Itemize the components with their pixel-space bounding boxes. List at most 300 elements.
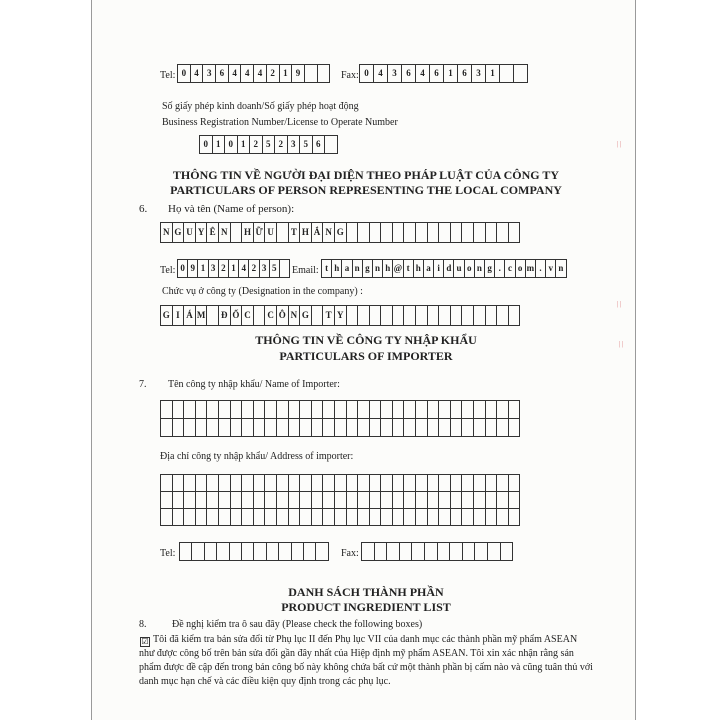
- char-box[interactable]: 1: [238, 136, 251, 154]
- char-box[interactable]: [173, 492, 185, 509]
- char-box[interactable]: [462, 401, 474, 419]
- char-box[interactable]: 4: [241, 65, 254, 83]
- char-box[interactable]: [335, 475, 347, 492]
- char-box[interactable]: [196, 419, 208, 437]
- char-box[interactable]: [242, 543, 254, 561]
- char-box[interactable]: 6: [216, 65, 229, 83]
- char-box[interactable]: 1: [229, 260, 239, 278]
- char-box[interactable]: [312, 419, 324, 437]
- char-box[interactable]: [439, 401, 451, 419]
- char-box[interactable]: [387, 543, 400, 561]
- char-box[interactable]: [184, 401, 196, 419]
- char-box[interactable]: [219, 492, 231, 509]
- char-box[interactable]: C: [242, 306, 254, 326]
- char-box[interactable]: [462, 509, 474, 526]
- char-box[interactable]: [254, 543, 266, 561]
- char-box[interactable]: [425, 543, 438, 561]
- char-box[interactable]: [289, 509, 301, 526]
- char-box[interactable]: g: [485, 260, 495, 278]
- char-box[interactable]: [289, 401, 301, 419]
- char-box[interactable]: [514, 65, 528, 83]
- char-box[interactable]: .: [495, 260, 505, 278]
- char-box[interactable]: 3: [203, 65, 216, 83]
- char-box[interactable]: [347, 475, 359, 492]
- char-box[interactable]: [509, 475, 521, 492]
- char-box[interactable]: [358, 509, 370, 526]
- char-box[interactable]: 4: [191, 65, 204, 83]
- char-box[interactable]: 1: [486, 65, 500, 83]
- char-box[interactable]: [300, 419, 312, 437]
- char-box[interactable]: [196, 492, 208, 509]
- char-box[interactable]: [404, 475, 416, 492]
- char-box[interactable]: 0: [178, 260, 188, 278]
- char-box[interactable]: [277, 223, 289, 243]
- person-email-field[interactable]: [321, 259, 567, 278]
- char-box[interactable]: T: [323, 306, 335, 326]
- char-box[interactable]: [217, 543, 229, 561]
- char-box[interactable]: [486, 306, 498, 326]
- char-box[interactable]: [439, 475, 451, 492]
- char-box[interactable]: [451, 306, 463, 326]
- char-box[interactable]: [428, 509, 440, 526]
- char-box[interactable]: [335, 509, 347, 526]
- char-box[interactable]: [300, 475, 312, 492]
- char-box[interactable]: [300, 509, 312, 526]
- char-box[interactable]: 9: [292, 65, 305, 83]
- char-box[interactable]: [280, 260, 290, 278]
- char-box[interactable]: [184, 509, 196, 526]
- char-box[interactable]: [393, 509, 405, 526]
- char-box[interactable]: [370, 401, 382, 419]
- char-box[interactable]: 6: [402, 65, 416, 83]
- char-box[interactable]: [393, 475, 405, 492]
- char-box[interactable]: [161, 475, 173, 492]
- char-box[interactable]: [184, 492, 196, 509]
- char-box[interactable]: 4: [416, 65, 430, 83]
- char-box[interactable]: a: [424, 260, 434, 278]
- char-box[interactable]: [335, 419, 347, 437]
- char-box[interactable]: [207, 492, 219, 509]
- char-box[interactable]: [173, 401, 185, 419]
- char-box[interactable]: 3: [288, 136, 301, 154]
- char-box[interactable]: g: [363, 260, 373, 278]
- char-box[interactable]: [196, 509, 208, 526]
- char-box[interactable]: [393, 223, 405, 243]
- char-box[interactable]: [231, 223, 243, 243]
- char-box[interactable]: [370, 419, 382, 437]
- char-box[interactable]: [428, 475, 440, 492]
- char-box[interactable]: 3: [260, 260, 270, 278]
- char-box[interactable]: [488, 543, 501, 561]
- char-box[interactable]: [400, 543, 413, 561]
- char-box[interactable]: [428, 401, 440, 419]
- char-box[interactable]: [497, 419, 509, 437]
- char-box[interactable]: [375, 543, 388, 561]
- char-box[interactable]: [277, 492, 289, 509]
- char-box[interactable]: [277, 509, 289, 526]
- char-box[interactable]: 4: [254, 65, 267, 83]
- char-box[interactable]: 5: [263, 136, 276, 154]
- char-box[interactable]: [381, 223, 393, 243]
- char-box[interactable]: [304, 543, 316, 561]
- char-box[interactable]: [404, 223, 416, 243]
- char-box[interactable]: N: [161, 223, 173, 243]
- char-box[interactable]: [219, 401, 231, 419]
- char-box[interactable]: [242, 509, 254, 526]
- char-box[interactable]: [289, 492, 301, 509]
- char-box[interactable]: [207, 419, 219, 437]
- char-box[interactable]: [254, 419, 266, 437]
- char-box[interactable]: [451, 509, 463, 526]
- char-box[interactable]: [231, 401, 243, 419]
- char-box[interactable]: 2: [219, 260, 229, 278]
- char-box[interactable]: 0: [225, 136, 238, 154]
- char-box[interactable]: m: [526, 260, 536, 278]
- char-box[interactable]: [358, 306, 370, 326]
- char-box[interactable]: [497, 306, 509, 326]
- char-box[interactable]: [509, 419, 521, 437]
- char-box[interactable]: [501, 543, 514, 561]
- char-box[interactable]: [381, 475, 393, 492]
- char-box[interactable]: [316, 543, 328, 561]
- char-box[interactable]: [416, 306, 428, 326]
- char-box[interactable]: [161, 509, 173, 526]
- char-box[interactable]: i: [434, 260, 444, 278]
- char-box[interactable]: [267, 543, 279, 561]
- char-box[interactable]: c: [505, 260, 515, 278]
- char-box[interactable]: [358, 475, 370, 492]
- char-box[interactable]: [439, 223, 451, 243]
- char-box[interactable]: [486, 509, 498, 526]
- char-box[interactable]: [318, 65, 331, 83]
- char-box[interactable]: [277, 475, 289, 492]
- char-box[interactable]: [207, 509, 219, 526]
- char-box[interactable]: [219, 419, 231, 437]
- char-box[interactable]: [509, 492, 521, 509]
- char-box[interactable]: [474, 475, 486, 492]
- char-box[interactable]: 4: [239, 260, 249, 278]
- char-box[interactable]: [335, 492, 347, 509]
- char-box[interactable]: [323, 492, 335, 509]
- char-box[interactable]: [412, 543, 425, 561]
- char-box[interactable]: [312, 492, 324, 509]
- char-box[interactable]: [184, 419, 196, 437]
- char-box[interactable]: [161, 419, 173, 437]
- char-box[interactable]: [404, 306, 416, 326]
- char-box[interactable]: [254, 509, 266, 526]
- char-box[interactable]: 9: [188, 260, 198, 278]
- char-box[interactable]: [486, 419, 498, 437]
- char-box[interactable]: n: [353, 260, 363, 278]
- char-box[interactable]: h: [383, 260, 393, 278]
- char-box[interactable]: G: [300, 306, 312, 326]
- char-box[interactable]: [370, 475, 382, 492]
- char-box[interactable]: 1: [198, 260, 208, 278]
- char-box[interactable]: [300, 492, 312, 509]
- char-box[interactable]: [451, 419, 463, 437]
- person-name-field[interactable]: [160, 222, 520, 243]
- char-box[interactable]: [486, 223, 498, 243]
- char-box[interactable]: [474, 492, 486, 509]
- char-box[interactable]: [312, 475, 324, 492]
- char-box[interactable]: 5: [300, 136, 313, 154]
- char-box[interactable]: [277, 401, 289, 419]
- char-box[interactable]: [474, 419, 486, 437]
- char-box[interactable]: U: [265, 223, 277, 243]
- char-box[interactable]: [242, 419, 254, 437]
- char-box[interactable]: [404, 401, 416, 419]
- char-box[interactable]: 3: [472, 65, 486, 83]
- char-box[interactable]: [207, 475, 219, 492]
- char-box[interactable]: N: [289, 306, 301, 326]
- char-box[interactable]: t: [322, 260, 332, 278]
- char-box[interactable]: [184, 475, 196, 492]
- char-box[interactable]: M: [196, 306, 208, 326]
- char-box[interactable]: [438, 543, 451, 561]
- char-box[interactable]: [347, 401, 359, 419]
- char-box[interactable]: 2: [249, 260, 259, 278]
- importer-tel-field[interactable]: [179, 542, 329, 561]
- char-box[interactable]: h: [414, 260, 424, 278]
- char-box[interactable]: [486, 401, 498, 419]
- char-box[interactable]: [323, 419, 335, 437]
- char-box[interactable]: [462, 306, 474, 326]
- char-box[interactable]: a: [342, 260, 352, 278]
- char-box[interactable]: 2: [250, 136, 263, 154]
- char-box[interactable]: Ê: [207, 223, 219, 243]
- char-box[interactable]: [451, 475, 463, 492]
- char-box[interactable]: [358, 401, 370, 419]
- char-box[interactable]: [451, 492, 463, 509]
- char-box[interactable]: [404, 419, 416, 437]
- char-box[interactable]: [451, 223, 463, 243]
- char-box[interactable]: [242, 401, 254, 419]
- char-box[interactable]: [265, 401, 277, 419]
- char-box[interactable]: [370, 509, 382, 526]
- char-box[interactable]: [254, 401, 266, 419]
- char-box[interactable]: [161, 492, 173, 509]
- char-box[interactable]: [393, 306, 405, 326]
- char-box[interactable]: [381, 401, 393, 419]
- char-box[interactable]: [347, 306, 359, 326]
- char-box[interactable]: [451, 401, 463, 419]
- char-box[interactable]: [416, 475, 428, 492]
- char-box[interactable]: [358, 223, 370, 243]
- char-box[interactable]: 1: [213, 136, 226, 154]
- char-box[interactable]: [393, 492, 405, 509]
- char-box[interactable]: Y: [335, 306, 347, 326]
- char-box[interactable]: [323, 401, 335, 419]
- char-box[interactable]: 6: [313, 136, 326, 154]
- char-box[interactable]: [192, 543, 204, 561]
- char-box[interactable]: [279, 543, 291, 561]
- char-box[interactable]: 1: [444, 65, 458, 83]
- char-box[interactable]: [289, 475, 301, 492]
- char-box[interactable]: N: [323, 223, 335, 243]
- designation-field[interactable]: [160, 305, 520, 326]
- char-box[interactable]: [300, 401, 312, 419]
- char-box[interactable]: [370, 492, 382, 509]
- char-box[interactable]: [347, 492, 359, 509]
- char-box[interactable]: [381, 509, 393, 526]
- importer-address-field[interactable]: [160, 474, 520, 526]
- char-box[interactable]: Á: [184, 306, 196, 326]
- char-box[interactable]: [347, 419, 359, 437]
- char-box[interactable]: [486, 475, 498, 492]
- char-box[interactable]: 0: [178, 65, 191, 83]
- char-box[interactable]: Ố: [231, 306, 243, 326]
- char-box[interactable]: o: [516, 260, 526, 278]
- char-box[interactable]: n: [475, 260, 485, 278]
- char-box[interactable]: [381, 306, 393, 326]
- char-box[interactable]: [231, 419, 243, 437]
- char-box[interactable]: [289, 419, 301, 437]
- char-box[interactable]: G: [335, 223, 347, 243]
- char-box[interactable]: Y: [196, 223, 208, 243]
- char-box[interactable]: @: [393, 260, 403, 278]
- char-box[interactable]: [219, 475, 231, 492]
- char-box[interactable]: [463, 543, 476, 561]
- char-box[interactable]: [416, 509, 428, 526]
- char-box[interactable]: o: [465, 260, 475, 278]
- char-box[interactable]: u: [454, 260, 464, 278]
- char-box[interactable]: G: [173, 223, 185, 243]
- importer-fax-field[interactable]: [361, 542, 513, 561]
- char-box[interactable]: [497, 492, 509, 509]
- char-box[interactable]: [358, 419, 370, 437]
- char-box[interactable]: [381, 419, 393, 437]
- char-box[interactable]: Ữ: [254, 223, 266, 243]
- char-box[interactable]: n: [556, 260, 566, 278]
- char-box[interactable]: [205, 543, 217, 561]
- char-box[interactable]: 0: [360, 65, 374, 83]
- char-box[interactable]: Đ: [219, 306, 231, 326]
- char-box[interactable]: [312, 306, 324, 326]
- char-box[interactable]: [173, 475, 185, 492]
- char-box[interactable]: [500, 65, 514, 83]
- char-box[interactable]: [474, 401, 486, 419]
- char-box[interactable]: H: [300, 223, 312, 243]
- char-box[interactable]: [474, 306, 486, 326]
- char-box[interactable]: 0: [200, 136, 213, 154]
- char-box[interactable]: [509, 509, 521, 526]
- char-box[interactable]: [428, 306, 440, 326]
- char-box[interactable]: [292, 543, 304, 561]
- char-box[interactable]: [180, 543, 192, 561]
- char-box[interactable]: [462, 492, 474, 509]
- char-box[interactable]: [265, 475, 277, 492]
- char-box[interactable]: [428, 223, 440, 243]
- char-box[interactable]: [497, 475, 509, 492]
- char-box[interactable]: [196, 475, 208, 492]
- char-box[interactable]: [474, 509, 486, 526]
- char-box[interactable]: [242, 492, 254, 509]
- char-box[interactable]: [428, 419, 440, 437]
- char-box[interactable]: [462, 475, 474, 492]
- char-box[interactable]: v: [546, 260, 556, 278]
- fax-field[interactable]: [359, 64, 528, 83]
- char-box[interactable]: [381, 492, 393, 509]
- char-box[interactable]: [312, 401, 324, 419]
- char-box[interactable]: [265, 509, 277, 526]
- importer-name-field[interactable]: [160, 400, 520, 437]
- char-box[interactable]: T: [289, 223, 301, 243]
- char-box[interactable]: [362, 543, 375, 561]
- char-box[interactable]: [486, 492, 498, 509]
- char-box[interactable]: [312, 509, 324, 526]
- char-box[interactable]: [474, 223, 486, 243]
- char-box[interactable]: [161, 401, 173, 419]
- char-box[interactable]: [242, 475, 254, 492]
- char-box[interactable]: [347, 223, 359, 243]
- char-box[interactable]: [404, 509, 416, 526]
- char-box[interactable]: n: [373, 260, 383, 278]
- char-box[interactable]: d: [444, 260, 454, 278]
- char-box[interactable]: [475, 543, 488, 561]
- char-box[interactable]: 6: [430, 65, 444, 83]
- char-box[interactable]: [265, 492, 277, 509]
- char-box[interactable]: [439, 306, 451, 326]
- char-box[interactable]: [231, 475, 243, 492]
- char-box[interactable]: [207, 401, 219, 419]
- char-box[interactable]: [462, 419, 474, 437]
- char-box[interactable]: [439, 509, 451, 526]
- char-box[interactable]: 3: [388, 65, 402, 83]
- char-box[interactable]: C: [265, 306, 277, 326]
- char-box[interactable]: 2: [275, 136, 288, 154]
- confirmation-checkbox[interactable]: ☑: [141, 637, 149, 646]
- char-box[interactable]: [416, 223, 428, 243]
- char-box[interactable]: [173, 419, 185, 437]
- char-box[interactable]: [254, 492, 266, 509]
- char-box[interactable]: [416, 401, 428, 419]
- char-box[interactable]: 5: [270, 260, 280, 278]
- char-box[interactable]: [416, 492, 428, 509]
- char-box[interactable]: [325, 136, 338, 154]
- char-box[interactable]: H: [242, 223, 254, 243]
- char-box[interactable]: [196, 401, 208, 419]
- tel-field[interactable]: [177, 64, 330, 83]
- char-box[interactable]: [393, 401, 405, 419]
- char-box[interactable]: t: [404, 260, 414, 278]
- char-box[interactable]: [370, 306, 382, 326]
- char-box[interactable]: [231, 509, 243, 526]
- char-box[interactable]: U: [184, 223, 196, 243]
- char-box[interactable]: [439, 492, 451, 509]
- char-box[interactable]: [497, 401, 509, 419]
- license-number-field[interactable]: [199, 135, 338, 154]
- char-box[interactable]: [219, 509, 231, 526]
- char-box[interactable]: [231, 492, 243, 509]
- char-box[interactable]: [509, 401, 521, 419]
- char-box[interactable]: [207, 306, 219, 326]
- char-box[interactable]: [254, 306, 266, 326]
- char-box[interactable]: [370, 223, 382, 243]
- char-box[interactable]: [404, 492, 416, 509]
- char-box[interactable]: [462, 223, 474, 243]
- char-box[interactable]: h: [332, 260, 342, 278]
- char-box[interactable]: Ô: [277, 306, 289, 326]
- char-box[interactable]: [335, 401, 347, 419]
- char-box[interactable]: [254, 475, 266, 492]
- char-box[interactable]: [358, 492, 370, 509]
- char-box[interactable]: [428, 492, 440, 509]
- char-box[interactable]: [497, 509, 509, 526]
- char-box[interactable]: N: [219, 223, 231, 243]
- person-tel-field[interactable]: [177, 259, 290, 278]
- char-box[interactable]: [347, 509, 359, 526]
- char-box[interactable]: 3: [209, 260, 219, 278]
